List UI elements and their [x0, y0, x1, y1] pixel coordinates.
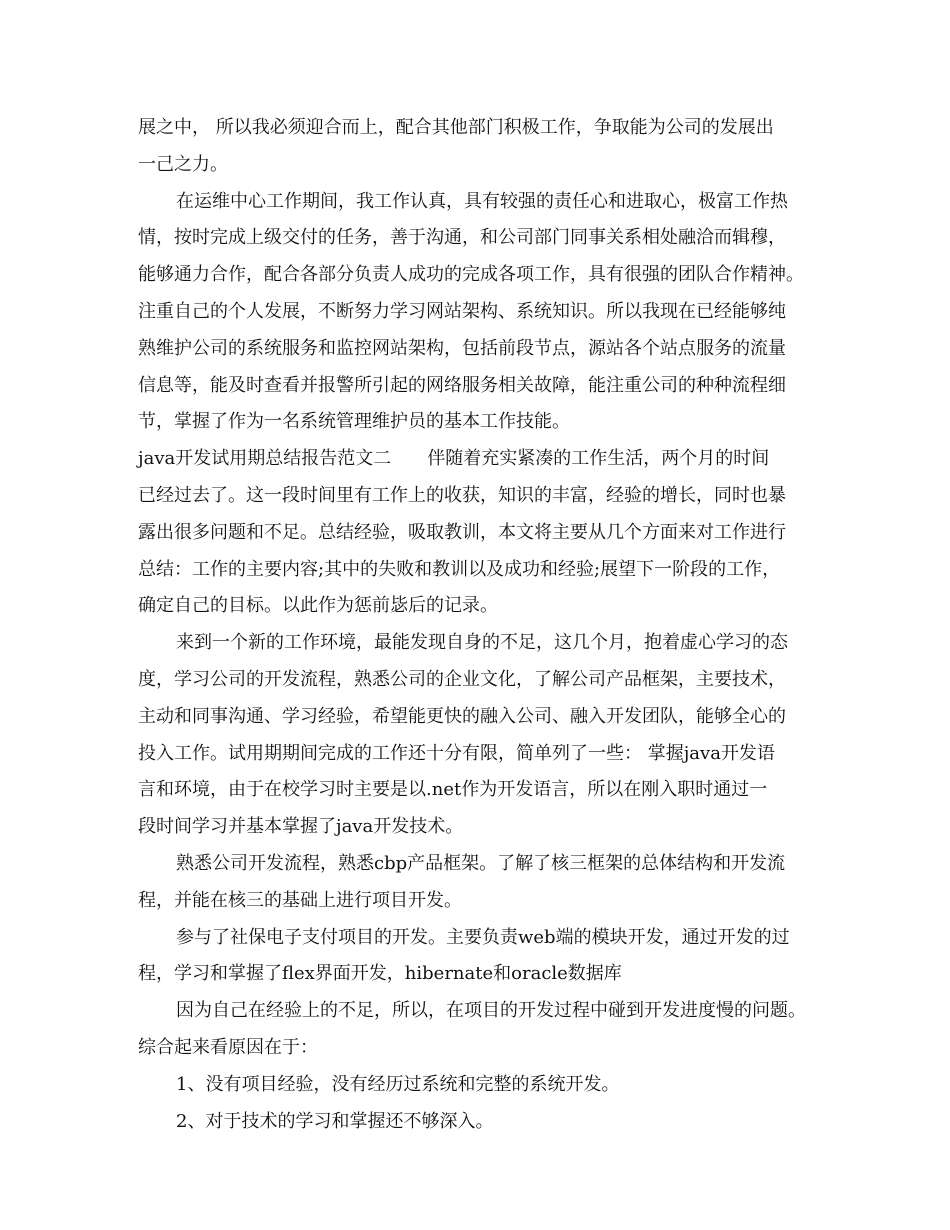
text-line: 言和环境，由于在校学习时主要是以.net作为开发语言，所以在刚入职时通过一 — [138, 779, 768, 801]
text-line: 综合起来看原因在于： — [138, 1036, 318, 1058]
text-line: 段时间学习并基本掌握了java开发技术。 — [138, 816, 464, 838]
text-line: 熟维护公司的系统服务和监控网站架构，包括前段节点，源站各个站点服务的流量 — [138, 337, 786, 359]
section-heading-line: java开发试用期总结报告范文二 伴随着充实紧凑的工作生活，两个月的时间 — [138, 448, 770, 470]
text-line: 已经过去了。这一段时间里有工作上的收获，知识的丰富，经验的增长，同时也暴 — [138, 484, 786, 506]
text-line: 一己之力。 — [138, 153, 228, 175]
text-line: 程，学习和掌握了flex界面开发，hibernate和oracle数据库 — [138, 963, 622, 985]
text-line: 情，按时完成上级交付的任务，善于沟通，和公司部门同事关系相处融洽而辑穆， — [138, 227, 786, 249]
text-line: 来到一个新的工作环境，最能发现自身的不足，这几个月，抱着虚心学习的态 — [176, 632, 788, 654]
text-line: 程，并能在核三的基础上进行项目开发。 — [138, 889, 462, 911]
text-line: 在运维中心工作期间，我工作认真，具有较强的责任心和进取心，极富工作热 — [176, 190, 788, 212]
text-line: 能够通力合作，配合各部分负责人成功的完成各项工作，具有很强的团队合作精神。 — [138, 264, 804, 286]
text-line: 参与了社保电子支付项目的开发。主要负责web端的模块开发，通过开发的过 — [176, 926, 790, 948]
list-item: 1、没有项目经验，没有经历过系统和完整的系统开发。 — [176, 1073, 620, 1095]
document-body — [138, 110, 828, 1140]
list-item: 2、对于技术的学习和掌握还不够深入。 — [176, 1110, 494, 1132]
text-line: 信息等，能及时查看并报警所引起的网络服务相关故障，能注重公司的种种流程细 — [138, 374, 786, 396]
text-line: 露出很多问题和不足。总结经验，吸取教训，本文将主要从几个方面来对工作进行 — [138, 521, 786, 543]
text-line: 节，掌握了作为一名系统管理维护员的基本工作技能。 — [138, 411, 570, 433]
text-line: 投入工作。试用期期间完成的工作还十分有限，简单列了一些： 掌握java开发语 — [138, 742, 775, 764]
text-line: 注重自己的个人发展，不断努力学习网站架构、系统知识。所以我现在已经能够纯 — [138, 300, 786, 322]
text-line: 度，学习公司的开发流程，熟悉公司的企业文化，了解公司产品框架，主要技术， — [138, 668, 786, 690]
text-line: 确定自己的目标。以此作为惩前毖后的记录。 — [138, 595, 498, 617]
text-line: 总结：工作的主要内容;其中的失败和教训以及成功和经验;展望下一阶段的工作， — [138, 558, 781, 580]
text-line: 熟悉公司开发流程，熟悉cbp产品框架。了解了核三框架的总体结构和开发流 — [176, 852, 786, 874]
text-line: 因为自己在经验上的不足，所以，在项目的开发过程中碰到开发进度慢的问题。 — [176, 1000, 806, 1022]
text-line: 主动和同事沟通、学习经验，希望能更快的融入公司、融入开发团队，能够全心的 — [138, 705, 786, 727]
text-line: 展之中， 所以我必须迎合而上，配合其他部门积极工作，争取能为公司的发展出 — [138, 117, 774, 138]
